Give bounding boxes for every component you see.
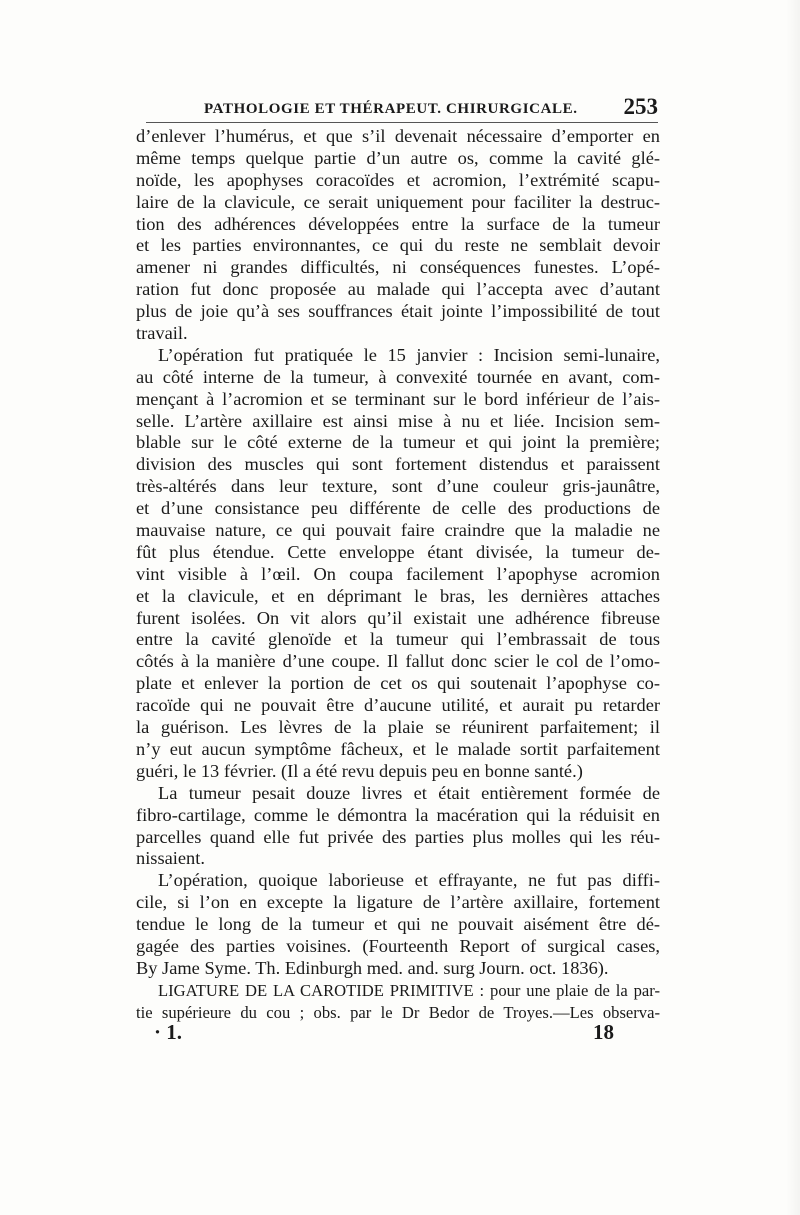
page-edge-shadow <box>786 0 800 1215</box>
signature-mark-right: 18 <box>593 1020 614 1044</box>
text-line: mençant à l’acromion et se terminant sur le bord inférieur de l’ais- <box>136 388 660 409</box>
text-line: tion des adhérences développées entre la surface de la tumeur <box>136 213 660 234</box>
text-line: fût plus étendue. Cette enveloppe étant divisée, la tumeur de- <box>136 541 660 562</box>
text-line: LIGATURE DE LA CAROTIDE PRIMITIVE : pour une plaie de la par- <box>158 980 660 1000</box>
text-line: division des muscles qui sont fortement distendus et paraissent <box>136 454 660 475</box>
text-line: et la clavicule, et en déprimant le bras, les dernières attaches <box>136 585 660 606</box>
text-line: côtés à la manière d’une coupe. Il fallut donc scier le col de l’omo- <box>136 651 660 672</box>
text-line: au côté interne de la tumeur, à convexité tournée en avant, com- <box>136 366 660 387</box>
text-line: fibro-cartilage, comme le démontra la macération qui la réduisit en <box>136 804 660 825</box>
text-line: tie supérieure du cou ; obs. par le Dr Bedor de Troyes.—Les observa- <box>136 1002 660 1022</box>
text-line: et d’une consistance peu différente de celle des productions de <box>136 498 660 519</box>
text-line: amener ni grandes difficultés, ni conséquences funestes. L’opé- <box>136 257 660 278</box>
running-title: PATHOLOGIE ET THÉRAPEUT. CHIRURGICALE. <box>204 101 578 117</box>
text-line: très-altérés dans leur texture, sont d’une couleur gris-jaunâtre, <box>136 476 660 497</box>
text-line: laire de la clavicule, ce serait uniquement pour faciliter la destruc- <box>136 191 660 212</box>
text-line: noïde, les apophyses coracoïdes et acromion, l’extrémité scapu- <box>136 169 660 190</box>
text-line: furent isolées. On vit alors qu’il existait une adhérence fibreuse <box>136 607 660 628</box>
text-line: L’opération, quoique laborieuse et effrayante, ne fut pas diffi- <box>158 870 660 891</box>
text-line: parcelles quand elle fut privée des parties plus molles qui les réu- <box>136 826 660 847</box>
text-line: guéri, le 13 février. (Il a été revu depuis peu en bonne santé.) <box>136 760 583 781</box>
text-line: racoïde qui ne pouvait être d’aucune utilité, et aurait pu retarder <box>136 695 660 716</box>
header-divider <box>146 122 658 123</box>
body-text <box>136 126 660 1024</box>
text-line: gagée des parties voisines. (Fourteenth Report of surgical cases, <box>136 935 660 956</box>
text-line: L’opération fut pratiquée le 15 janvier : Incision semi-lunaire, <box>158 344 660 365</box>
text-line: By Jame Syme. Th. Edinburgh med. and. surg Journ. oct. 1836). <box>136 957 609 978</box>
page-number: 253 <box>623 94 658 119</box>
text-line: d’enlever l’humérus, et que s’il devenait nécessaire d’emporter en <box>136 126 660 146</box>
page-footer <box>154 1020 614 1046</box>
text-line: blable sur le côté externe de la tumeur et qui joint la première; <box>136 432 660 453</box>
text-line: ration fut donc proposée au malade qui l’accepta avec d’autant <box>136 279 660 300</box>
signature-mark-left: · 1. <box>154 1020 183 1044</box>
text-line: entre la cavité glenoïde et la tumeur qui l’embrassait de tous <box>136 629 660 650</box>
text-line: même temps quelque partie d’un autre os, comme la cavité glé- <box>136 147 660 168</box>
text-line: la guérison. Les lèvres de la plaie se réunirent parfaitement; il <box>136 717 660 738</box>
text-line: La tumeur pesait douze livres et était entièrement formée de <box>158 782 660 803</box>
text-line: mauvaise nature, ce qui pouvait faire craindre que la maladie ne <box>136 520 660 541</box>
text-line: selle. L’artère axillaire est ainsi mise à nu et liée. Incision sem- <box>136 410 660 431</box>
text-line: et les parties environnantes, ce qui du reste ne semblait devoir <box>136 235 660 256</box>
text-line: plus de joie qu’à ses souffrances était jointe l’impossibilité de tout <box>136 301 660 322</box>
text-line: n’y eut aucun symptôme fâcheux, et le malade sortit parfaitement <box>136 738 660 759</box>
text-line: tendue le long de la tumeur et qui ne pouvait aisément être dé- <box>136 914 660 935</box>
text-line: plate et enlever la portion de cet os qui soutenait l’apophyse co- <box>136 673 660 694</box>
text-line: travail. <box>136 323 188 344</box>
text-line: vint visible à l’œil. On coupa facilement l’apophyse acromion <box>136 563 660 584</box>
text-line: cile, si l’on en excepte la ligature de l’artère axillaire, fortement <box>136 892 660 913</box>
text-line: nissaient. <box>136 848 205 869</box>
page-header <box>146 93 658 123</box>
